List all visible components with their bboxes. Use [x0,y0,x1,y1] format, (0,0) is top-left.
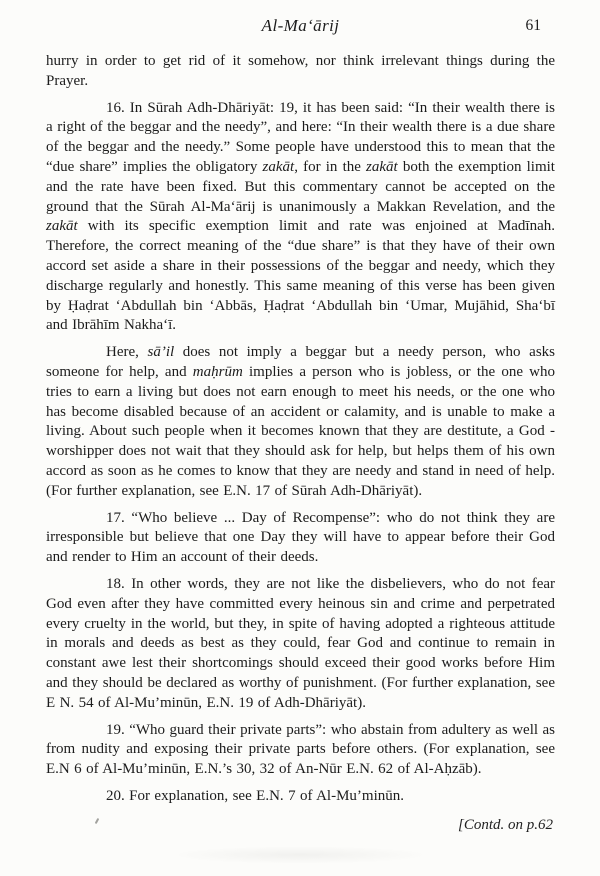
paragraph [46,721,555,780]
text-run: both the exemption limit and the rate have been fixed. But this commentary cannot be accepted on the ground that the Sūrah Al-Ma‘ārij is unanimously a Makkan Revelation, and the [46,158,555,215]
running-header [46,16,555,40]
paragraph [46,52,555,92]
scan-smudge [170,846,430,864]
paragraph [46,343,555,501]
italic-term: zakāt [366,158,398,175]
continuation-note: [Contd. on p.62 [457,816,553,833]
running-header-title: Al-Ma‘ārij [261,16,340,35]
paragraph [46,99,555,337]
text-run: implies a person who is jobless, or the one who tries to earn a living but does not earn enough to meet his needs, or the one who has become disabled because of an accident or calamity, and is unable to make a living. About such people when it becomes known that they are destitute, a God - worshipper does not wait that they should ask for help, but helps them of his own accord as soon as he comes to know that they are needy and stand in need of help. (For further explanation, see E.N. 17 of Sūrah Adh-Dhāriyāt). [46,363,555,499]
italic-term: zakāt [46,218,78,235]
text-run: does not imply a beggar but a needy person, who asks someone for help, and [46,344,555,380]
page-number: 61 [525,17,541,34]
page-body-text [46,52,555,834]
italic-term: zakāt [262,158,295,175]
text-run: hurry in order to get rid of it somehow, nor think irrelevant things during the Prayer. [46,53,555,89]
text-run: , for in the [294,158,367,175]
paragraph [46,787,555,807]
text-run: 19. “Who guard their private parts”: who abstain from adultery as well as from nudity and exposing their private parts before others. (For explanation, see E.N 6 of Al-Mu’minūn, E.N.’s 30, 32 of An-Nūr E.N. 62 of Al-Aḥzāb). [46,721,555,778]
italic-term: sā’il [147,344,175,361]
paragraph [46,509,555,568]
text-run: Here, [106,344,148,361]
text-run: 17. “Who believe ... Day of Recompense”: who do not think they are irresponsible but believe that one Day they will have to appear before their God and render to Him an account of their deeds. [46,509,555,566]
text-run: 16. In Sūrah Adh-Dhāriyāt: 19, it has been said: “In their wealth there is a right of the beggar and the needy”, and here: “In their wealth there is a due share of the beggar and the needy.” Some people have understood this to mean that the “due share” implies the obligatory [46,99,555,175]
text-run: with its specific exemption limit and rate was enjoined at Madīnah. Therefore, the correct meaning of the “due share” is that they have of their own accord set aside a share in their possessions of the beggar and needy, which they discharge regularly and honestly. This same meaning of this verse has been given by Ḥaḍrat ‘Abdullah bin ‘Abbās, Ḥaḍrat ‘Abdullah bin ‘Umar, Mujāhid, Sha‘bī and Ibrāhīm Nakha‘ī. [46,218,555,334]
paragraph [46,575,555,714]
text-run: 20. For explanation, see E.N. 7 of Al-Mu’minūn. [106,787,405,804]
italic-term: maḥrūm [192,363,243,380]
text-run: 18. In other words, they are not like the disbelievers, who do not fear God even after they have committed every heinous sin and crime and perpetrated every cruelty in the world, but they, in spite of having adopted a righteous attitude in morals and deeds as best as they could, fear God and continue to remain in constant awe lest their shortcomings should exceed their good works before Him and they should be declared as worthy of punishment. (For further explanation, see E N. 54 of Al-Mu’minūn, E.N. 19 of Adh-Dhāriyāt). [46,575,555,711]
